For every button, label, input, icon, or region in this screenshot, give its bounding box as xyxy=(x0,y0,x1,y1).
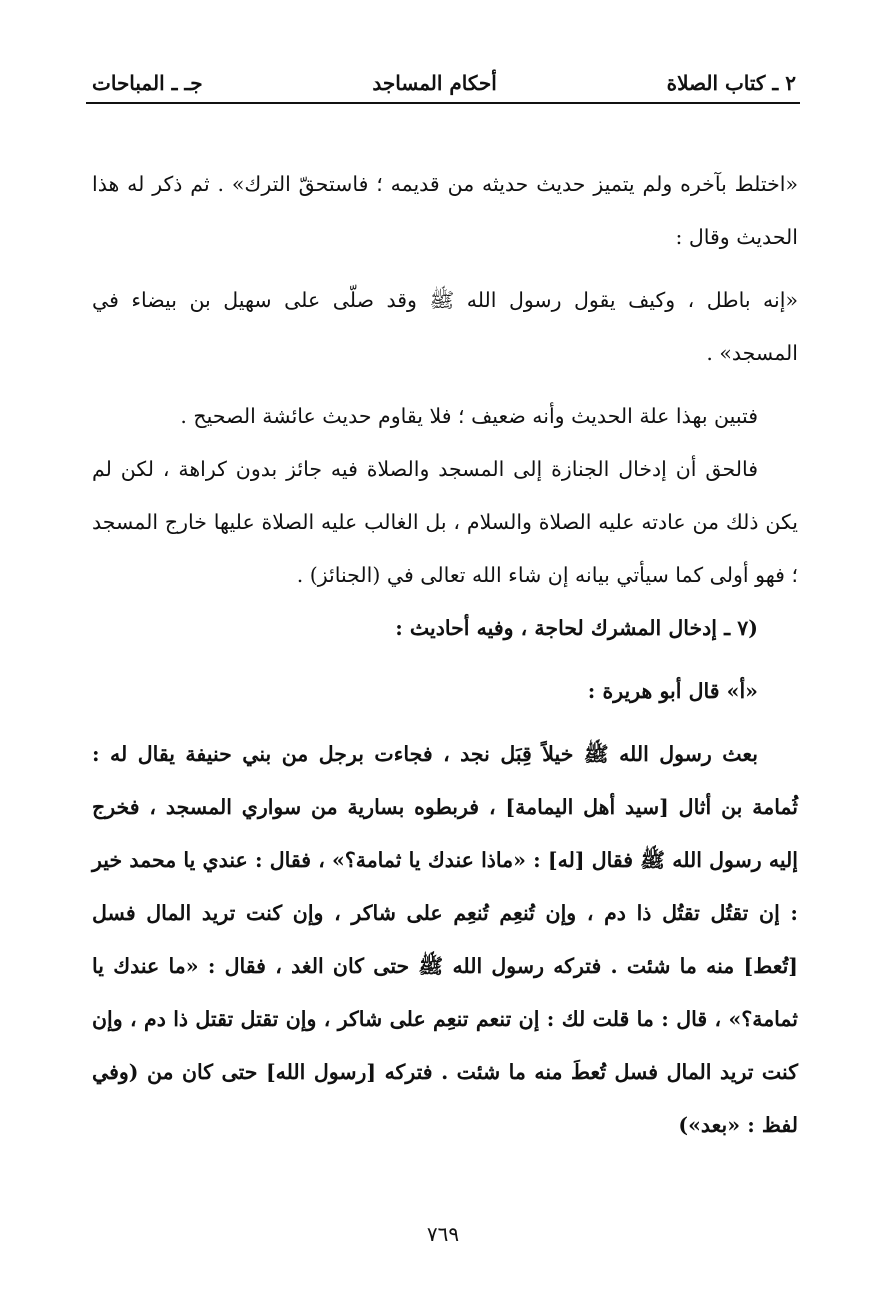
body-text xyxy=(92,158,798,1152)
header-rule xyxy=(86,102,800,104)
hadith-text: بعث رسول الله ﷺ خيلاً قِبَل نجد ، فجاءت برجل من بني حنيفة يقال له : ثُمامة بن أثال [سيد أهل اليمامة] ، فربطوه بسارية من سواري المسجد ، فخرج إليه رسول الله ﷺ فقال [له] : «ماذا عندك يا ثمامة؟» ، فقال : عندي يا محمد خير : إن تقتُل تقتُل ذا دم ، وإن تُنعِم تُنعِم على شاكر ، وإن كنت تريد المال فسل [تُعط] منه ما شئت . فتركه رسول الله ﷺ حتى كان الغد ، فقال : «ما عندك يا ثمامة؟» ، قال : ما قلت لك : إن تنعم تنعِم على شاكر ، وإن تقتل تقتل ذا دم ، وإن كنت تريد المال فسل تُعطَ منه ما شئت . فتركه [رسول الله] حتى كان من (وفي لفظ : «بعد») xyxy=(92,742,798,1137)
running-header xyxy=(92,66,796,100)
page-number: ٧٦٩ xyxy=(426,1222,460,1246)
section-heading: (٧ ـ إدخال المشرك لحاجة ، وفيه أحاديث : xyxy=(395,616,758,640)
header-subsection: جـ ـ المباحات xyxy=(92,71,203,95)
paragraph-quote-batil: «إنه باطل ، وكيف يقول رسول الله ﷺ وقد صلّى على سهيل بن بيضاء في المسجد» . xyxy=(92,288,798,365)
header-section: أحكام المساجد xyxy=(372,71,497,95)
paragraph-conclusion: فتبين بهذا علة الحديث وأنه ضعيف ؛ فلا يقاوم حديث عائشة الصحيح . xyxy=(180,404,758,428)
paragraph-quote-continuation: «اختلط بآخره ولم يتميز حديث حديثه من قديمه ؛ فاستحقّ الترك» . ثم ذكر له هذا الحديث وقال : xyxy=(92,172,798,249)
hadith-heading: «أ» قال أبو هريرة : xyxy=(587,679,758,703)
paragraph-ruling: فالحق أن إدخال الجنازة إلى المسجد والصلاة فيه جائز بدون كراهة ، لكن لم يكن ذلك من عادته عليه الصلاة والسلام ، بل الغالب عليه الصلاة عليها خارج المسجد ؛ فهو أولى كما سيأتي بيانه إن شاء الله تعالى في (الجنائز) . xyxy=(92,457,798,587)
header-chapter: ٢ ـ كتاب الصلاة xyxy=(666,71,796,95)
